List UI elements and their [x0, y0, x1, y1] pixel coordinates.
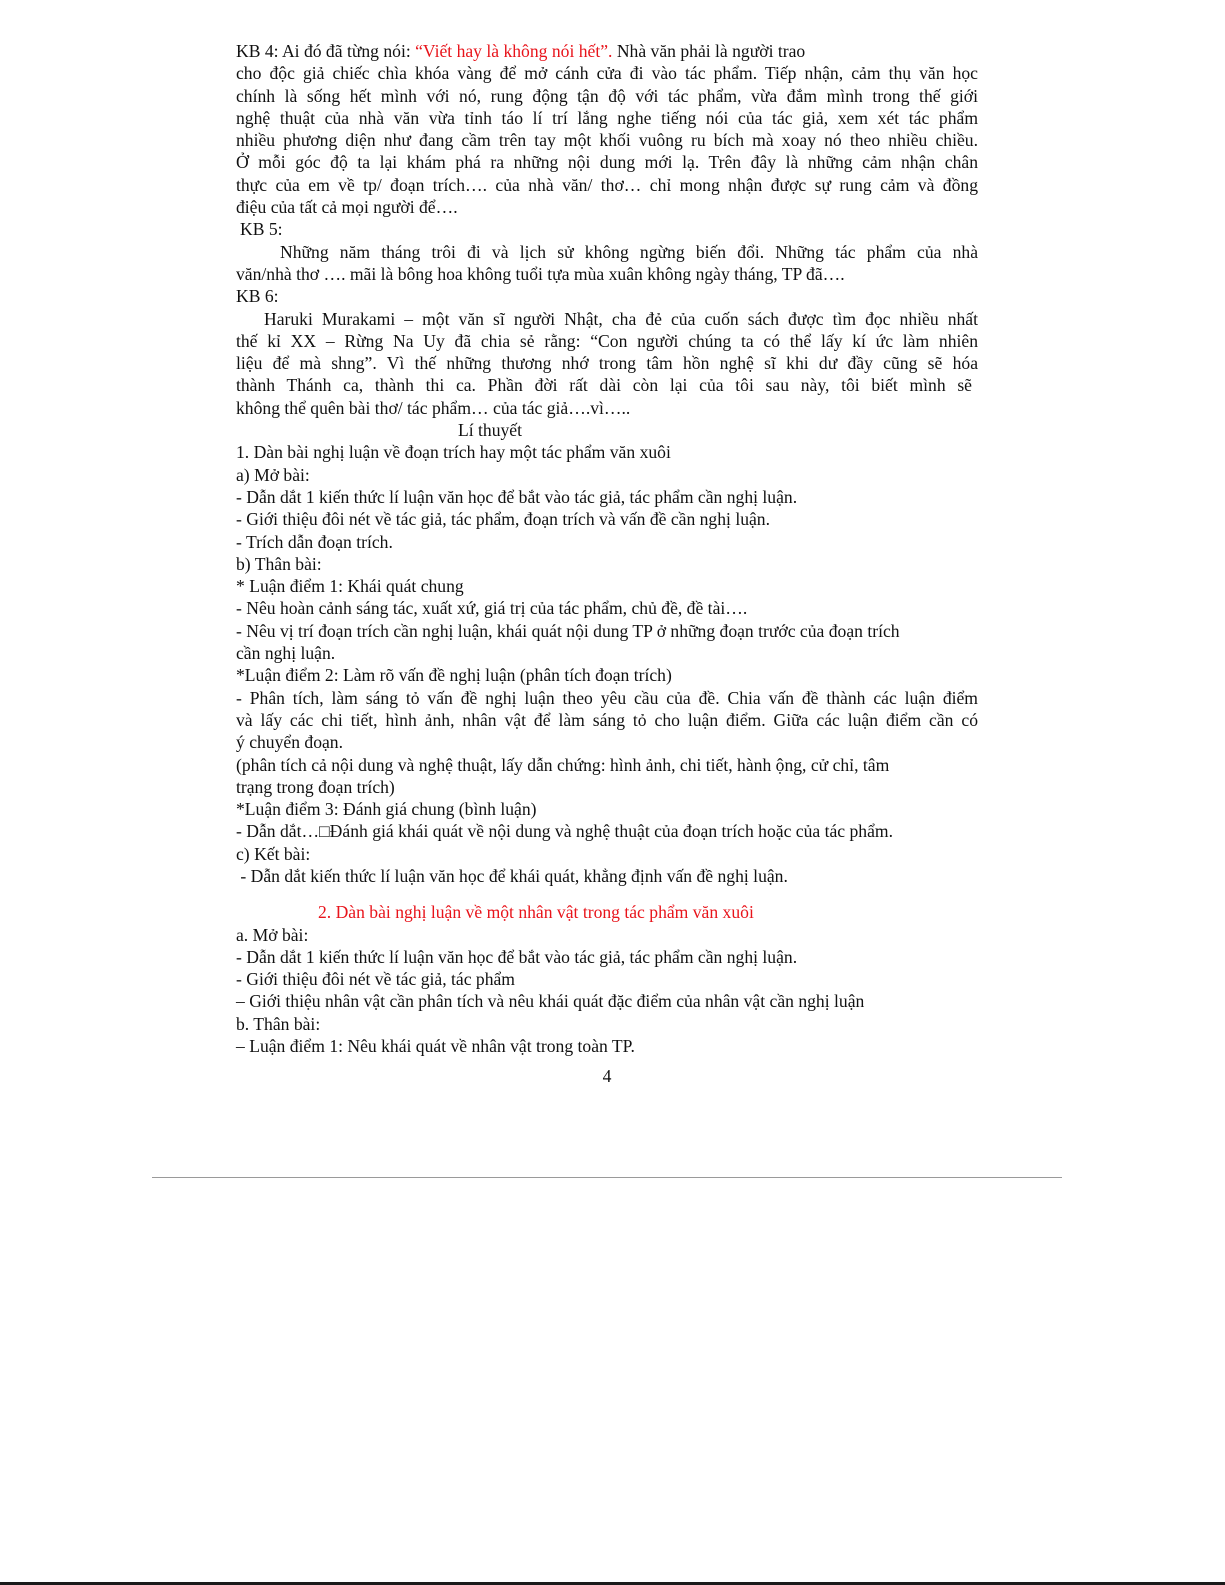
- section1-heading: 1. Dàn bài nghị luận về đoạn trích hay một tác phẩm văn xuôi: [236, 442, 671, 463]
- section2-b-item: – Luận điểm 1: Nêu khái quát về nhân vật trong toàn TP.: [236, 1036, 635, 1057]
- section1-b-heading: b) Thân bài:: [236, 553, 322, 574]
- section2-a-item: - Giới thiệu đôi nét về tác giả, tác phẩm: [236, 969, 515, 990]
- kb6-line-last: không thể quên bài thơ/ tác phẩm… của tác giả….vì…..: [236, 397, 631, 418]
- kb4-line: cho độc giả chiếc chìa khóa vàng để mở cánh cửa đi vào tác phẩm. Tiếp nhận, cảm thụ văn học: [236, 63, 978, 84]
- kb6-line: thế kỉ XX – Rừng Na Uy đã chia sẻ rằng: “Con người chúng ta có thể lấy kí ức làm nhiên: [236, 330, 978, 351]
- luan-diem-2-line-last: ý chuyển đoạn.: [236, 732, 343, 753]
- kb6-label: KB 6:: [236, 286, 279, 307]
- luan-diem-1-item: - Nêu vị trí đoạn trích cần nghị luận, khái quát nội dung TP ở những đoạn trước của đoạn trích: [236, 620, 900, 641]
- section1-a-heading: a) Mở bài:: [236, 464, 310, 485]
- luan-diem-1-heading: * Luận điểm 1: Khái quát chung: [236, 576, 464, 597]
- luan-diem-1-item: - Nêu hoàn cảnh sáng tác, xuất xứ, giá trị của tác phẩm, chủ đề, đề tài….: [236, 598, 748, 619]
- luan-diem-2-line: - Phân tích, làm sáng tỏ vấn đề nghị luận theo yêu cầu của đề. Chia vấn đề thành các luận điểm: [236, 687, 978, 708]
- luan-diem-2-line: và lấy các chi tiết, hình ảnh, nhân vật để làm sáng tỏ cho luận điểm. Giữa các luận điểm cần có: [236, 709, 978, 730]
- kb4-line: nghệ thuật của nhà văn vừa tỉnh táo lí trí lắng nghe tiếng nói của tác giả, xem xét tác phẩm: [236, 107, 978, 128]
- section2-a-item: – Giới thiệu nhân vật cần phân tích và nêu khái quát đặc điểm của nhân vật cần nghị luận: [236, 991, 865, 1012]
- luan-diem-2-note: (phân tích cả nội dung và nghệ thuật, lấy dẫn chứng: hình ảnh, chi tiết, hành ộng, cử chỉ, tâm: [236, 754, 890, 775]
- kb5-label: KB 5:: [240, 219, 283, 240]
- kb4-line-last: điệu của tất cả mọi người để….: [236, 197, 458, 218]
- kb4-prefix: KB 4: Ai đó đã từng nói:: [236, 41, 416, 61]
- section1-a-item: - Trích dẫn đoạn trích.: [236, 531, 393, 552]
- section1-c-item: - Dẫn dắt kiến thức lí luận văn học để khái quát, khẳng định vấn đề nghị luận.: [236, 865, 788, 886]
- luan-diem-2-heading: *Luận điểm 2: Làm rõ vấn đề nghị luận (phân tích đoạn trích): [236, 665, 672, 686]
- section1-a-item: - Giới thiệu đôi nét về tác giả, tác phẩm, đoạn trích và vấn đề cần nghị luận.: [236, 509, 771, 530]
- luan-diem-2-note-cont: trạng trong đoạn trích): [236, 776, 395, 797]
- section2-b-heading: b. Thân bài:: [236, 1013, 321, 1034]
- kb4-first-line: [236, 40, 978, 62]
- luan-diem-3-item: - Dẫn dắt…□Đánh giá khái quát về nội dung và nghệ thuật của đoạn trích hoặc của tác phẩm.: [236, 821, 893, 842]
- kb4-line: nhiều phương diện như đang cầm trên tay một khối vuông ru bích mà xoay nó theo nhiều chiều.: [236, 130, 978, 151]
- kb4-line: Ở mỗi góc độ ta lại khám phá ra những nội dung mới lạ. Trên đây là những cảm nhận chân: [236, 152, 978, 173]
- kb4-suffix: Nhà văn phải là người trao: [612, 41, 806, 61]
- luan-diem-1-item-cont: cần nghị luận.: [236, 643, 336, 664]
- kb6-line: liệu để mà shng”. Vì thế những thương nhớ trong tâm hồn nghệ sĩ khi dư đầy cũng sẽ hóa: [236, 353, 978, 374]
- kb4-quote: “Viết hay là không nói hết”.: [415, 41, 613, 61]
- kb4-line: thực của em về tp/ đoạn trích…. của nhà văn/ thơ… chỉ mong nhận được sự rung cảm và đồng: [236, 174, 978, 195]
- kb5-line: Những năm tháng trôi đi và lịch sử không ngừng biến đổi. Những tác phẩm của nhà: [280, 241, 978, 262]
- page-divider: [152, 1177, 1062, 1178]
- luan-diem-3-heading: *Luận điểm 3: Đánh giá chung (bình luận): [236, 799, 537, 820]
- theory-title: Lí thuyết: [458, 420, 523, 441]
- section1-c-heading: c) Kết bài:: [236, 843, 311, 864]
- kb6-line: Haruki Murakami – một văn sĩ người Nhật, cha đẻ của cuốn sách được tìm đọc nhiều nhất: [264, 308, 978, 329]
- document-page: [236, 40, 978, 1088]
- section2-a-item: - Dẫn dắt 1 kiến thức lí luận văn học để bắt vào tác giả, tác phẩm cần nghị luận.: [236, 946, 798, 967]
- kb4-line: chính là sống hết mình với nó, rung động tận độ với tác phẩm, vừa đắm mình trong thế giới: [236, 85, 978, 106]
- section1-a-item: - Dẫn dắt 1 kiến thức lí luận văn học để bắt vào tác giả, tác phẩm cần nghị luận.: [236, 486, 798, 507]
- page-number: 4: [602, 1066, 612, 1087]
- section2-a-heading: a. Mở bài:: [236, 924, 309, 945]
- kb6-line: thành Thánh ca, thành thi ca. Phần đời rất dài còn lại của tôi sau này, tôi biết mình sẽ: [236, 375, 972, 396]
- kb5-line: văn/nhà thơ …. mãi là bông hoa không tuổi tựa mùa xuân không ngày tháng, TP đã….: [236, 263, 845, 284]
- section2-heading: 2. Dàn bài nghị luận về một nhân vật trong tác phẩm văn xuôi: [318, 902, 754, 923]
